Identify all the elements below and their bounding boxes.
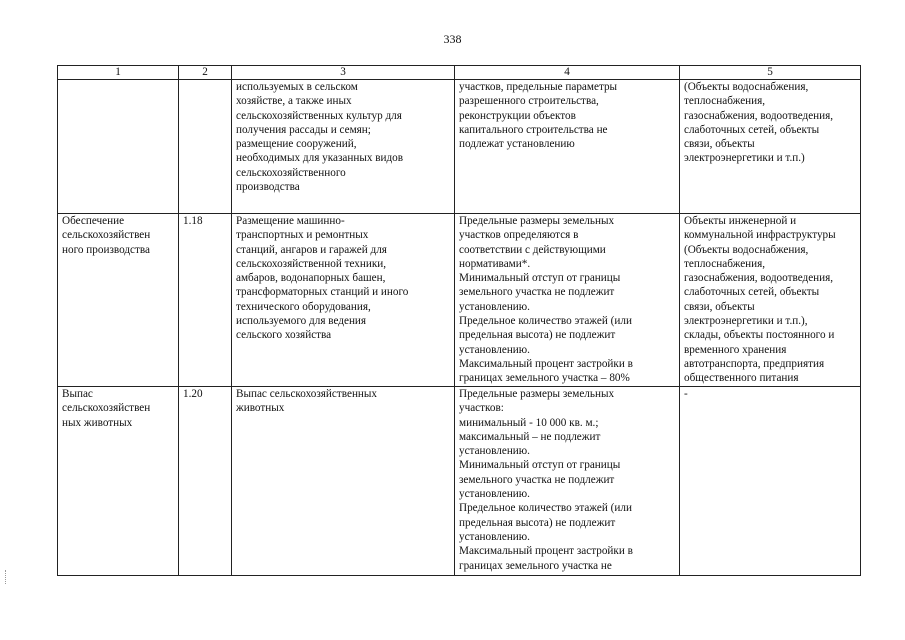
cell-text-line: амбаров, водонапорных башен,	[236, 272, 386, 285]
cell-text-line: общественного питания	[684, 372, 799, 385]
cell-text-line: животных	[236, 402, 285, 415]
cell-text-line: газоснабжения, водоотведения,	[684, 272, 834, 285]
cell-use-code	[179, 214, 232, 387]
table-row	[58, 80, 861, 214]
cell-parameters	[455, 387, 680, 576]
cell-text-line: Максимальный процент застройки в	[459, 357, 633, 370]
cell-text-line: сельскохозяйствен	[62, 402, 151, 415]
cell-text-line: электроэнергетики и т.п.)	[684, 152, 805, 165]
cell-text-line: ных животных	[62, 416, 133, 429]
cell-text-line: технического оборудования,	[236, 300, 371, 313]
cell-parameters	[455, 80, 680, 214]
scan-edge-mark	[5, 570, 8, 584]
cell-auxiliary-uses	[680, 387, 861, 576]
table-row	[58, 214, 861, 387]
cell-text-line: временного хранения	[684, 343, 787, 356]
table-row	[58, 387, 861, 576]
cell-text-line: соответствии с действующими	[459, 243, 606, 256]
cell-text-line: используемого для ведения	[236, 315, 367, 328]
cell-text-line: используемых в сельском	[236, 81, 358, 93]
cell-text-line: максимальный – не подлежит	[459, 430, 601, 443]
cell-text-line: коммунальной инфраструктуры	[684, 229, 836, 242]
cell-text-line: (Объекты водоснабжения,	[684, 81, 809, 93]
cell-text-line: установлению.	[459, 445, 530, 458]
cell-text-line: 1.20	[183, 388, 203, 400]
cell-text-line: хозяйстве, а также иных	[236, 95, 352, 108]
cell-text-line: предельная высота) не подлежит	[459, 329, 616, 342]
cell-text-line: капитального строительства не	[459, 123, 608, 136]
cell-text-line: границах земельного участка не	[459, 559, 612, 572]
cell-text-line: Минимальный отступ от границы	[459, 272, 621, 285]
cell-text-line: станций, ангаров и гаражей для	[236, 243, 387, 256]
cell-text-line: Выпас сельскохозяйственных	[236, 388, 378, 400]
cell-auxiliary-uses	[680, 80, 861, 214]
cell-text-line: нормативами*.	[459, 257, 531, 270]
cell-text-line: теплоснабжения,	[684, 257, 766, 270]
page-number: 338	[443, 32, 462, 46]
cell-text-line: Минимальный отступ от границы	[459, 459, 621, 472]
cell-text-line: электроэнергетики и т.п.),	[684, 315, 808, 328]
cell-use-code	[179, 387, 232, 576]
cell-text-line: сельскохозяйствен	[62, 229, 151, 242]
cell-text-line: участков, предельные параметры	[459, 81, 618, 93]
cell-text-line: Предельное количество этажей (или	[459, 315, 632, 328]
cell-use-code	[179, 80, 232, 214]
cell-text-line: установлению.	[459, 343, 530, 356]
cell-use-name	[58, 387, 179, 576]
cell-text-line: границах земельного участка – 80%	[459, 372, 630, 385]
cell-use-description	[232, 387, 455, 576]
cell-text-line: Предельное количество этажей (или	[459, 502, 632, 515]
cell-text-line: подлежат установлению	[459, 138, 575, 151]
header-col-5: 5	[680, 66, 861, 80]
cell-text-line: теплоснабжения,	[684, 95, 766, 108]
cell-text-line: разрешенного строительства,	[459, 95, 599, 108]
cell-text-line: трансформаторных станций и иного	[236, 286, 409, 299]
cell-text-line: Выпас	[62, 388, 93, 400]
header-col-2: 2	[179, 66, 232, 80]
cell-use-name	[58, 214, 179, 387]
header-col-3: 3	[232, 66, 455, 80]
cell-text-line: сельскохозяйственных культур для	[236, 109, 402, 122]
cell-text-line: -	[684, 388, 688, 400]
cell-text-line: земельного участка не подлежит	[459, 473, 615, 486]
cell-text-line: транспортных и ремонтных	[236, 229, 369, 242]
cell-text-line: связи, объекты	[684, 138, 755, 151]
cell-text-line: Размещение машинно-	[236, 215, 345, 227]
cell-text-line: газоснабжения, водоотведения,	[684, 109, 834, 122]
cell-text-line: установлению.	[459, 488, 530, 501]
cell-text-line: получения рассады и семян;	[236, 123, 371, 136]
cell-text-line: ного производства	[62, 243, 150, 256]
cell-text-line: Объекты инженерной и	[684, 215, 797, 227]
header-col-4: 4	[455, 66, 680, 80]
cell-text-line: предельная высота) не подлежит	[459, 516, 616, 529]
cell-text-line: установлению.	[459, 530, 530, 543]
cell-text-line: реконструкции объектов	[459, 109, 576, 122]
cell-use-description	[232, 214, 455, 387]
cell-text-line: участков определяются в	[459, 229, 579, 242]
cell-text-line: склады, объекты постоянного и	[684, 329, 835, 342]
cell-text-line: сельскохозяйственной техники,	[236, 257, 387, 270]
cell-text-line: 1.18	[183, 215, 203, 227]
cell-auxiliary-uses	[680, 214, 861, 387]
cell-text-line: необходимых для указанных видов	[236, 152, 404, 165]
zoning-table	[57, 65, 861, 576]
cell-text-line: Максимальный процент застройки в	[459, 545, 633, 558]
cell-text-line: размещение сооружений,	[236, 138, 357, 151]
cell-use-description	[232, 80, 455, 214]
cell-text-line: установлению.	[459, 300, 530, 313]
cell-text-line: Предельные размеры земельных	[459, 388, 615, 400]
cell-text-line: Предельные размеры земельных	[459, 215, 615, 227]
cell-text-line: (Объекты водоснабжения,	[684, 243, 809, 256]
cell-text-line: производства	[236, 181, 300, 194]
cell-text-line: слаботочных сетей, объекты	[684, 286, 820, 299]
cell-use-name	[58, 80, 179, 214]
cell-text-line: слаботочных сетей, объекты	[684, 123, 820, 136]
cell-text-line: минимальный - 10 000 кв. м.;	[459, 416, 599, 429]
cell-text-line: сельскохозяйственного	[236, 166, 346, 179]
cell-text-line: Обеспечение	[62, 215, 125, 227]
cell-text-line: сельского хозяйства	[236, 329, 332, 342]
cell-text-line: связи, объекты	[684, 300, 755, 313]
header-col-1: 1	[58, 66, 179, 80]
cell-text-line: земельного участка не подлежит	[459, 286, 615, 299]
cell-parameters	[455, 214, 680, 387]
cell-text-line: участков:	[459, 402, 504, 415]
cell-text-line: автотранспорта, предприятия	[684, 357, 825, 370]
header-row	[58, 66, 861, 80]
